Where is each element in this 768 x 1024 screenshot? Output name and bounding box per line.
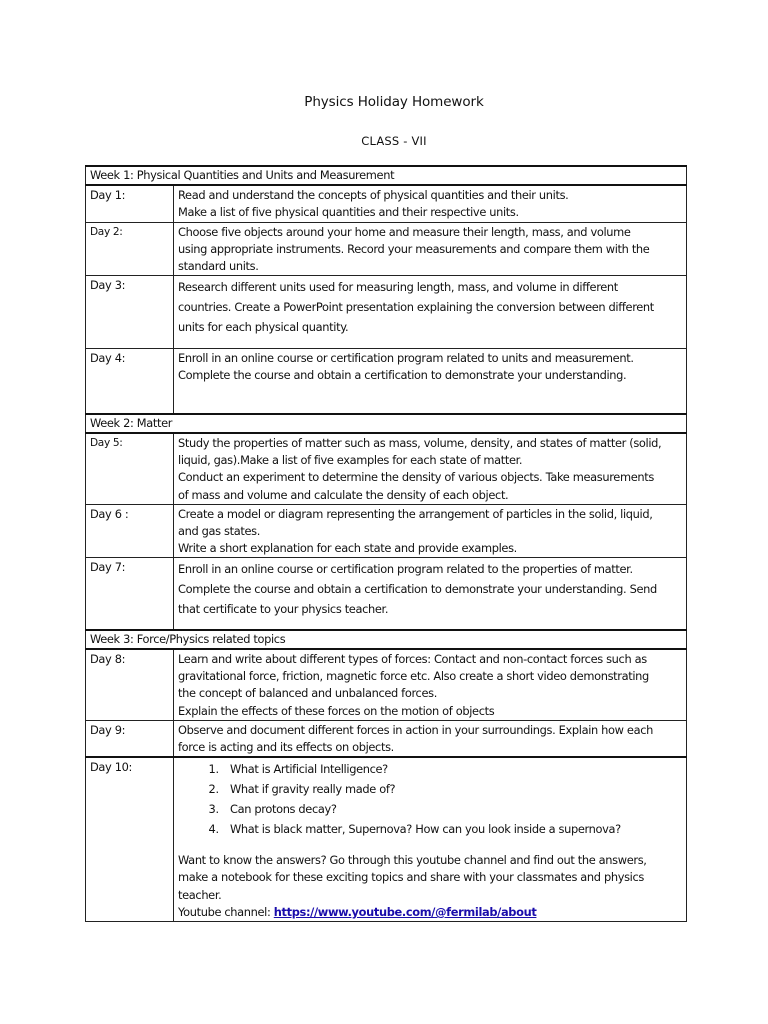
day-row xyxy=(86,276,687,349)
day-label: Day 1: xyxy=(86,185,174,222)
spacer xyxy=(178,839,683,852)
page-title: Physics Holiday Homework xyxy=(304,94,484,110)
question-list xyxy=(178,759,683,839)
day-row xyxy=(86,433,687,504)
task-line: Observe and document different forces in action in your surroundings. Explain how each xyxy=(178,722,653,737)
day-label: Day 4: xyxy=(86,349,174,414)
week-header-row xyxy=(86,166,687,185)
day-row xyxy=(86,649,687,720)
day-row xyxy=(86,720,687,757)
task-line: gravitational force, friction, magnetic force etc. Also create a short video demonstrating xyxy=(178,669,649,684)
channel-line xyxy=(178,904,683,921)
task-line: Choose five objects around your home and measure their length, mass, and volume xyxy=(178,224,631,239)
day-label: Day 2: xyxy=(86,222,174,276)
task-line: Want to know the answers? Go through this youtube channel and find out the answers, xyxy=(178,853,647,868)
task-line: make a notebook for these exciting topics and share with your classmates and physics xyxy=(178,870,644,885)
task-line: units for each physical quantity. xyxy=(178,320,349,335)
task-line: Create a model or diagram representing the arrangement of particles in the solid, liquid, xyxy=(178,506,653,521)
day-task xyxy=(174,649,687,720)
task-line: Research different units used for measuring length, mass, and volume in different xyxy=(178,280,618,295)
task-line: Write a short explanation for each state and provide examples. xyxy=(178,541,517,556)
week-1-heading: Week 1: Physical Quantities and Units and Measurement xyxy=(86,166,687,185)
task-line: Complete the course and obtain a certification to demonstrate your understanding. Send xyxy=(178,582,657,597)
youtube-channel-link[interactable]: https://www.youtube.com/@fermilab/about xyxy=(273,904,537,919)
day-label: Day 7: xyxy=(86,558,174,630)
task-line: Read and understand the concepts of physical quantities and their units. xyxy=(178,188,569,203)
task-line: Learn and write about different types of forces: Contact and non-contact forces such as xyxy=(178,652,647,667)
task-line: and gas states. xyxy=(178,523,260,538)
day-task xyxy=(174,185,687,222)
task-line: Complete the course and obtain a certification to demonstrate your understanding. xyxy=(178,368,627,383)
day-task xyxy=(174,720,687,757)
day-row xyxy=(86,504,687,558)
question-item: 1. What is Artificial Intelligence? xyxy=(222,759,683,779)
day-row xyxy=(86,222,687,276)
question-item: 2. What if gravity really made of? xyxy=(222,779,683,799)
day-task xyxy=(174,757,687,921)
week-header-row xyxy=(86,414,687,433)
task-line: standard units. xyxy=(178,259,259,274)
day-task xyxy=(174,222,687,276)
homework-table xyxy=(85,165,687,922)
question-item: 4. What is black matter, Supernova? How can you look inside a supernova? xyxy=(222,819,683,839)
week-3-heading: Week 3: Force/Physics related topics xyxy=(86,630,687,649)
task-line: using appropriate instruments. Record your measurements and compare them with the xyxy=(178,241,650,256)
day-task xyxy=(174,504,687,558)
task-line: Conduct an experiment to determine the density of various objects. Take measurements xyxy=(178,470,654,485)
task-line: Enroll in an online course or certification program related to units and measurement. xyxy=(178,351,634,366)
task-line: teacher. xyxy=(178,887,222,902)
task-line: force is acting and its effects on objects. xyxy=(178,740,394,755)
task-line: Explain the effects of these forces on the motion of objects xyxy=(178,703,495,718)
day-label: Day 8: xyxy=(86,649,174,720)
task-line: Make a list of five physical quantities and their respective units. xyxy=(178,205,519,220)
day-task xyxy=(174,433,687,504)
day-label: Day 6 : xyxy=(86,504,174,558)
class-label: CLASS - VII xyxy=(361,134,427,148)
task-line: Enroll in an online course or certification program related to the properties of matter. xyxy=(178,562,633,577)
question-item: 3. Can protons decay? xyxy=(222,799,683,819)
day-task xyxy=(174,349,687,414)
day-row xyxy=(86,558,687,630)
channel-label: Youtube channel: xyxy=(178,904,271,919)
day-task xyxy=(174,276,687,349)
day-label: Day 5: xyxy=(86,433,174,504)
day-row xyxy=(86,757,687,921)
day-row xyxy=(86,349,687,414)
day-label: Day 10: xyxy=(86,757,174,921)
day-row xyxy=(86,185,687,222)
task-line: the concept of balanced and unbalanced forces. xyxy=(178,686,437,701)
week-2-heading: Week 2: Matter xyxy=(86,414,687,433)
day-label: Day 3: xyxy=(86,276,174,349)
task-line: that certificate to your physics teacher. xyxy=(178,602,389,617)
task-line: countries. Create a PowerPoint presentation explaining the conversion between different xyxy=(178,300,654,315)
day-task xyxy=(174,558,687,630)
task-line: of mass and volume and calculate the density of each object. xyxy=(178,487,509,502)
task-line: Study the properties of matter such as mass, volume, density, and states of matter (solid, xyxy=(178,435,662,450)
day-label: Day 9: xyxy=(86,720,174,757)
task-line: liquid, gas).Make a list of five examples for each state of matter. xyxy=(178,453,523,468)
week-header-row xyxy=(86,630,687,649)
